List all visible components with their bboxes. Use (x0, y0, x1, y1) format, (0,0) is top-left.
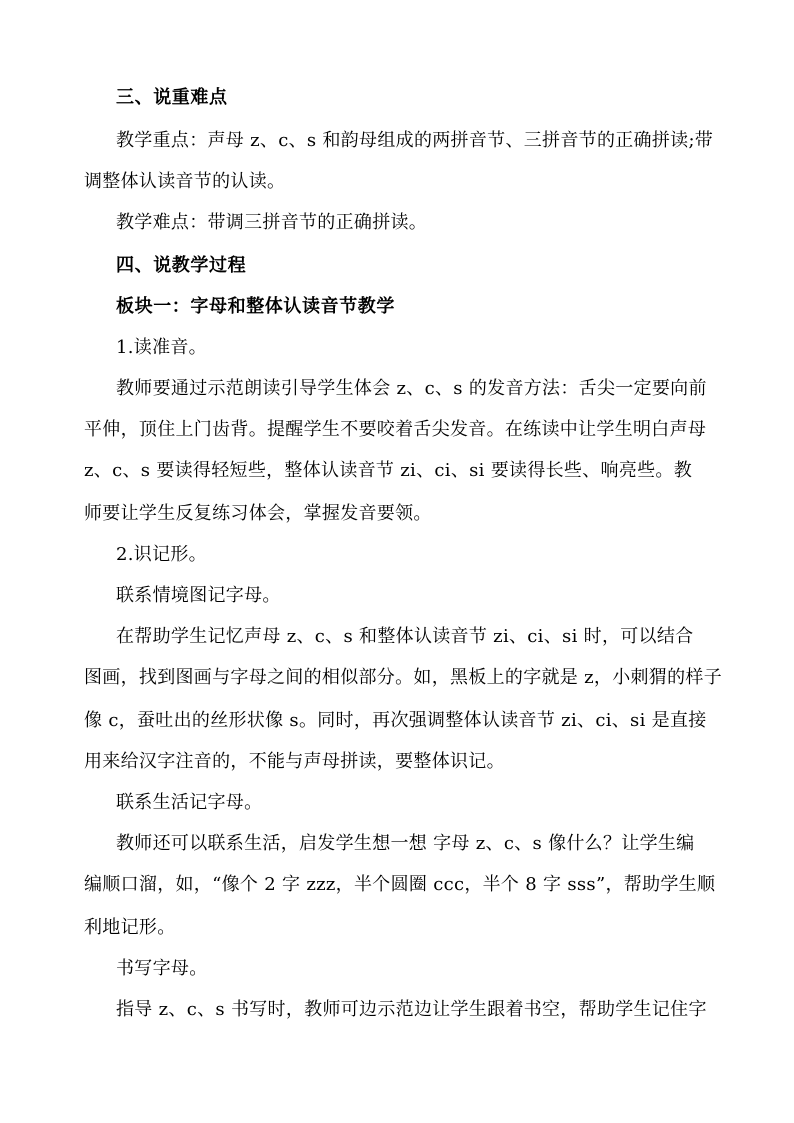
block-heading-1: 板块一：字母和整体认读音节教学 (116, 296, 395, 317)
life-paragraph-line-2: 编顺口溜，如，“像个 2 字 zzz，半个圆圈 ccc，半个 8 字 sss”，帮助学生顺 (84, 874, 716, 895)
scene-paragraph-line-4: 用来给汉字注音的，不能与声母拼读，要整体识记。 (84, 751, 505, 772)
subsection-title-life: 联系生活记字母。 (116, 792, 263, 813)
writing-paragraph-line-1: 指导 z、c、s 书写时，教师可边示范边让学生跟着书空，帮助学生记住字 (116, 999, 707, 1020)
subsection-title-writing: 书写字母。 (116, 958, 208, 979)
item1-paragraph-line-4: 师要让学生反复练习体会，掌握发音要领。 (84, 503, 432, 524)
scene-paragraph-line-3: 像 c，蚕吐出的丝形状像 s。同时，再次强调整体认读音节 zi、ci、si 是直接 (84, 710, 707, 731)
life-paragraph-line-1: 教师还可以联系生活，启发学生想一想 字母 z、c、s 像什么？让学生编 (116, 833, 695, 854)
key-point-paragraph-line-1: 教学重点：声母 z、c、s 和韵母组成的两拼音节、三拼音节的正确拼读;带 (116, 130, 714, 151)
item1-paragraph-line-1: 教师要通过示范朗读引导学生体会 z、c、s 的发音方法：舌尖一定要向前 (116, 378, 707, 399)
difficulty-paragraph: 教学难点：带调三拼音节的正确拼读。 (116, 212, 428, 233)
section-heading-process: 四、说教学过程 (116, 255, 247, 276)
scene-paragraph-line-1: 在帮助学生记忆声母 z、c、s 和整体认读音节 zi、ci、si 时，可以结合 (116, 626, 694, 647)
item-title-2: 2.识记形。 (116, 544, 207, 565)
item1-paragraph-line-2: 平伸，顶住上门齿背。提醒学生不要咬着舌尖发音。在练读中让学生明白声母 (84, 419, 707, 440)
key-point-paragraph-line-2: 调整体认读音节的认读。 (84, 171, 286, 192)
item-title-1: 1.读准音。 (116, 337, 207, 358)
item1-paragraph-line-3: z、c、s 要读得轻短些，整体认读音节 zi、ci、si 要读得长些、响亮些。教 (84, 460, 693, 481)
scene-paragraph-line-2: 图画，找到图画与字母之间的相似部分。如，黑板上的字就是 z，小刺猬的样子 (84, 667, 723, 688)
section-heading-difficulties: 三、说重难点 (116, 87, 228, 108)
subsection-title-scene: 联系情境图记字母。 (116, 585, 281, 606)
life-paragraph-line-3: 利地记形。 (84, 917, 176, 938)
